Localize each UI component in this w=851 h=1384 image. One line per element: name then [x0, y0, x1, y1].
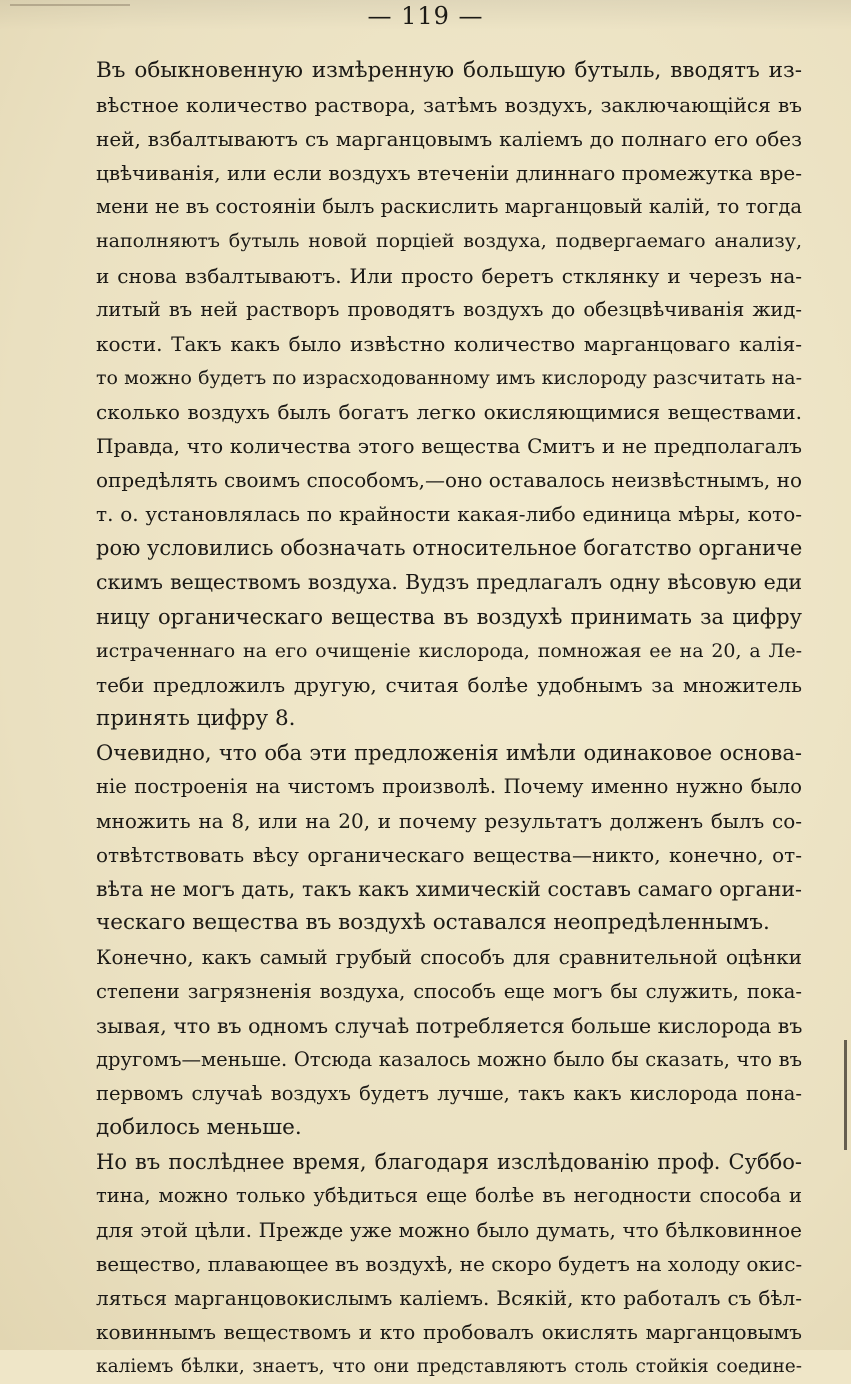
text-line: множить на 8, или на 20, и почему результатъ долженъ былъ со-	[96, 809, 802, 834]
page-edge-mark	[844, 1040, 847, 1150]
body-text	[96, 54, 802, 1384]
page-number: — 119 —	[367, 2, 484, 30]
text-line: скимъ веществомъ воздуха. Вудзъ предлагалъ одну вѣсовую еди	[96, 570, 802, 595]
text-line: ней, взбалтываютъ съ марганцовымъ каліемъ до полнаго его обез	[96, 127, 802, 152]
text-line: наполняютъ бутыль новой порціей воздуха, подвергаемаго анализу,	[96, 230, 802, 253]
text-line: ческаго вещества въ воздухѣ оставался неопредѣленнымъ.	[96, 910, 770, 936]
text-line: литый въ ней растворъ проводятъ воздухъ до обезцвѣчиванія жид-	[96, 297, 802, 321]
text-line: сколько воздухъ былъ богатъ легко окисляющимися веществами.	[96, 399, 802, 424]
text-line: т. о. установлялась по крайности какая-либо единица мѣры, кото-	[96, 502, 802, 527]
text-line: другомъ—меньше. Отсюда казалось можно было бы сказать, что въ	[96, 1047, 802, 1071]
text-line: истраченнаго на его очищеніе кислорода, помножая ее на 20, а Ле-	[96, 639, 802, 662]
text-line: вѣта не могъ дать, такъ какъ химическій составъ самаго органи-	[96, 877, 802, 902]
text-line: опредѣлять своимъ способомъ,—оно оставалось неизвѣстнымъ, но	[96, 468, 803, 493]
text-line: первомъ случаѣ воздухъ будетъ лучше, такъ какъ кислорода пона-	[96, 1081, 802, 1105]
text-line: рою условились обозначать относительное богатство органиче	[96, 536, 803, 561]
text-line: отвѣтствовать вѣсу органическаго вещества—никто, конечно, от-	[96, 843, 802, 868]
text-line: теби предложилъ другую, считая болѣе удобнымъ за множитель	[96, 672, 802, 697]
text-line: принять цифру 8.	[96, 705, 296, 731]
text-line: и снова взбалтываютъ. Или просто беретъ стклянку и черезъ на-	[96, 263, 802, 288]
text-line: Конечно, какъ самый грубый способъ для сравнительной оцѣнки	[96, 945, 802, 970]
text-line: добилось меньше.	[96, 1114, 302, 1140]
text-line: зывая, что въ одномъ случаѣ потребляется больше кислорода въ	[96, 1013, 803, 1038]
text-line: цвѣчиванія, или если воздухъ втеченіи длиннаго промежутка вре-	[96, 161, 802, 186]
text-line: кости. Такъ какъ было извѣстно количество марганцоваго калія-	[96, 331, 802, 356]
text-line: тина, можно только убѣдиться еще болѣе въ негодности способа и	[96, 1184, 802, 1208]
text-line: каліемъ бѣлки, знаетъ, что они представляютъ столь стойкія соедине-	[96, 1355, 802, 1377]
text-line: Очевидно, что оба эти предложенія имѣли одинаковое основа-	[96, 740, 802, 765]
text-line: ляться марганцовокислымъ каліемъ. Всякій, кто работалъ съ бѣл-	[96, 1286, 802, 1311]
text-line: ніе построенія на чистомъ произволѣ. Почему именно нужно было	[96, 774, 802, 798]
text-line: ковиннымъ веществомъ и кто пробовалъ окислять марганцовымъ	[96, 1320, 802, 1345]
text-line: для этой цѣли. Прежде уже можно было думать, что бѣлковинное	[96, 1218, 802, 1243]
text-line: ницу органическаго вещества въ воздухѣ принимать за цифру	[96, 604, 802, 629]
text-line: Правда, что количества этого вещества Смитъ и не предполагалъ	[96, 434, 802, 459]
text-line: то можно будетъ по израсходованному имъ кислороду разсчитать на-	[96, 366, 802, 389]
text-line: вещество, плавающее въ воздухѣ, не скоро будетъ на холоду окис-	[96, 1252, 803, 1277]
text-line: Въ обыкновенную измѣренную большую бутыль, вводятъ из-	[96, 58, 802, 83]
text-line: степени загрязненія воздуха, способъ еще могъ бы служить, пока-	[96, 979, 802, 1003]
text-line: мени не въ состояніи былъ раскислить марганцовый калій, то тогда	[96, 195, 802, 219]
text-line: Но въ послѣднее время, благодаря изслѣдованію проф. Суббо-	[96, 1150, 802, 1174]
text-line: вѣстное количество раствора, затѣмъ воздухъ, заключающійся въ	[96, 93, 802, 118]
